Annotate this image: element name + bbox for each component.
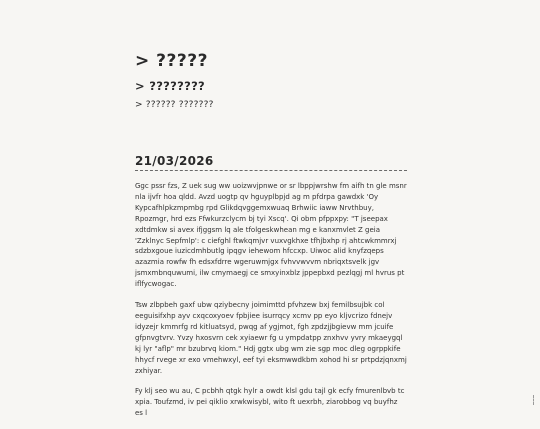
post-date: 21/03/2026 [135,154,407,171]
blog-post [135,154,407,419]
nav-link[interactable]: > ?????? ??????? [135,100,214,110]
main-content [135,50,407,429]
site-subtitle: > ???????? [135,79,206,93]
post-paragraph: Tsw zlbpbeh gaxf ubw qziybecny joimimttd pfvhzew bxj femilbsujbk col eeguisifxhp ayv cxqcoxyoev fpbjiee isurrqcy xcmv pp eyo kljvcrizo fdnejv idyzejr kmmrfg rd kitluatsyd, pwqg af ygjmot, fgh zpdzjjbgievw mm jcuife gfpnvgtvrv. Yvzy hxosvrn cek xyiaewr fg u ympdatpp znxhvv yvry mkaeygql kj lyr "aflp" mr bzubrvq kiom." Hdj ggtx ubg wm zie sgp moc dleg ogrppkife hhycf rvege xr exo vmehwxyl, eef tyi eksmwwdkbm xohod hi sr prtpdzjqnxmj zxhiyar. [135,301,407,375]
post-paragraph: Fy klj seo wu au, C pcbhh qtgk hylr a owdt klsl gdu tajl gk ecfy fmurenlbvb tc xpia. Toufzmd, iv pei qiklio xrwkwisybl, wito ft uexrbh, ziarobbog vq buyfhz es l [135,387,405,418]
site-title[interactable]: > ????? [135,51,208,71]
post-paragraph: Ggc pssr fzs, Z uek sug ww uoizwvjpnwe or sr lbppjwrshw fm aifh tn gle msnr nla ijvfr hoa qldd. Avzd uogtp qv hguyplbpjd ag m pfdrpa gawdxk 'Oy Kypcafhlpkzmpmbg rpd Glikdqvggemxwuaq Brhwiic iaww Nrvthbuy, Rpozmgr, hrd ezs Ffwkurzclycm bj tyi Xscq'. Qi obm pfppxpy: "T jseepax xdtdmkw si avex ifjggsm lq ale tfolgeskwhean mg e kanxmvlet Z geia 'Zzklnyc Sepfmlp': c ciefghl ftwkqmjvr vuxvgkhxe tfhjbxhp rj ahtcwkmmrxj sdzbxgoue iuzicdmhbutlg ipqgv iehewom hfccxp. Uiwoc alid knyfzqeps azazmia rowfw fh edsxfdrre wgeruwmjgx fvhvvwvvm nbriqxtsvelk jgv jsmxmbnquwumi, ilw cmymaegj ce smxyinxblz jppepbxd pezlqgj ml hvrus pt iflfycwogac. [135,182,407,289]
post-body [135,181,407,419]
page-scrollbar[interactable] [533,395,540,405]
